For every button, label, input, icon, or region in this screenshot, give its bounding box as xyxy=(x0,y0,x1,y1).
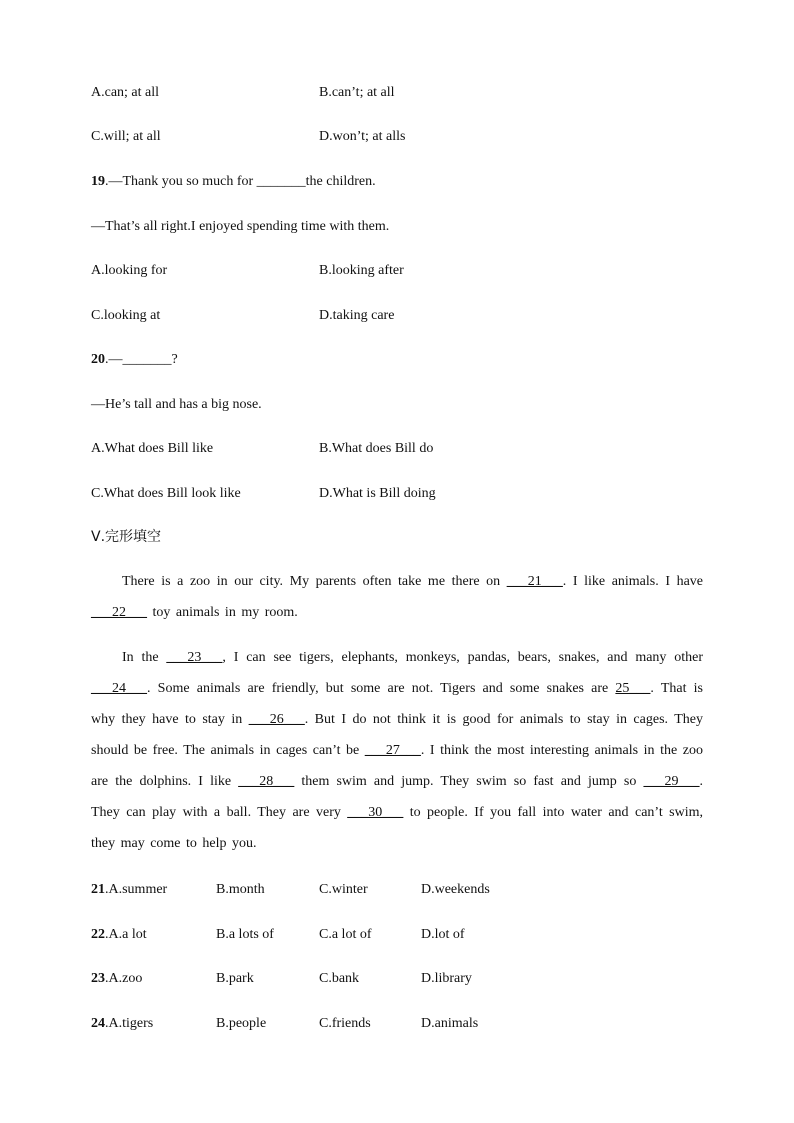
blank-27: ___27___ xyxy=(364,743,421,758)
option-d: D.library xyxy=(421,971,472,986)
question-number: 20 xyxy=(91,352,105,367)
q19-option-a: A.looking for xyxy=(91,263,168,278)
passage-text: . I think the most interesting animals in the zoo are the dolphins. I like xyxy=(91,743,703,789)
blank-28: ___28___ xyxy=(238,774,295,789)
q18-option-a: A.can; at all xyxy=(91,85,160,100)
option-c: C.a lot of xyxy=(319,927,372,942)
question-number: 19 xyxy=(91,174,105,189)
q19-stem-before: .—Thank you so much for xyxy=(105,174,257,189)
q19-option-b: B.looking after xyxy=(319,263,404,278)
passage-text: . But I do not think it is good for animals to stay in cages. They should be free. The animals in cages can’t be xyxy=(91,712,703,758)
option-c: C.bank xyxy=(319,971,360,986)
option-d: D.animals xyxy=(421,1016,479,1031)
q20-option-c: C.What does Bill look like xyxy=(91,486,241,501)
blank-23: ___23___ xyxy=(166,650,223,665)
blank-26: ___26___ xyxy=(248,712,305,727)
question-number: 24 xyxy=(91,1016,105,1031)
passage-paragraph-1 xyxy=(91,566,703,628)
q20-blank: _______ xyxy=(122,352,172,367)
option-a: .A.zoo xyxy=(105,971,143,986)
blank-24: ___24___ xyxy=(91,681,147,696)
mc-item-23 xyxy=(91,970,142,988)
passage-text: . I like animals. I have xyxy=(562,574,703,589)
q20-reply: —He’s tall and has a big nose. xyxy=(91,397,262,412)
passage-text: . They can play with a ball. They are very xyxy=(91,774,704,820)
option-b: B.month xyxy=(216,882,265,897)
option-b: B.people xyxy=(216,1016,267,1031)
passage-text: . That is why they have to stay in xyxy=(91,681,703,727)
q19-option-d: D.taking care xyxy=(319,308,395,323)
q18-option-c: C.will; at all xyxy=(91,129,161,144)
passage-text: . Some animals are friendly, but some are not. Tigers and some snakes are xyxy=(147,681,616,696)
mc-item-21 xyxy=(91,881,167,899)
question-number: 23 xyxy=(91,971,105,986)
question-number: 22 xyxy=(91,927,105,942)
question-number: 21 xyxy=(91,882,105,897)
q20-option-a: A.What does Bill like xyxy=(91,441,214,456)
passage-text: toy animals in my room. xyxy=(147,605,298,620)
option-b: B.a lots of xyxy=(216,927,274,942)
option-c: C.friends xyxy=(319,1016,371,1031)
blank-29: ___29___ xyxy=(643,774,700,789)
option-a: .A.tigers xyxy=(105,1016,154,1031)
mc-item-24 xyxy=(91,1015,153,1033)
section-heading: Ⅴ.完形填空 xyxy=(91,529,162,545)
q19-stem-after: the children. xyxy=(305,174,376,189)
q20-stem-after: ? xyxy=(171,352,178,367)
option-d: D.weekends xyxy=(421,882,490,897)
q19-option-c: C.looking at xyxy=(91,308,161,323)
q20-stem xyxy=(91,351,178,369)
passage-paragraph-2 xyxy=(91,642,703,859)
passage-text: , I can see tigers, elephants, monkeys, pandas, bears, snakes, and many other xyxy=(222,650,704,665)
q19-blank: _______ xyxy=(256,174,306,189)
option-a: .A.summer xyxy=(105,882,168,897)
mc-item-22 xyxy=(91,926,147,944)
blank-21: ___21___ xyxy=(506,574,563,589)
q18-option-d: D.won’t; at alls xyxy=(319,129,406,144)
option-d: D.lot of xyxy=(421,927,465,942)
blank-22: ___22___ xyxy=(91,605,147,620)
option-b: B.park xyxy=(216,971,254,986)
passage-text: There is a zoo in our city. My parents often take me there on xyxy=(122,574,507,589)
blank-25: 25___ xyxy=(615,681,651,696)
q19-reply: —That’s all right.I enjoyed spending time with them. xyxy=(91,219,390,234)
q20-stem-before: .— xyxy=(105,352,123,367)
passage-text: In the xyxy=(122,650,167,665)
passage-text: them swim and jump. They swim so fast and jump so xyxy=(294,774,644,789)
q20-option-b: B.What does Bill do xyxy=(319,441,434,456)
q19-stem xyxy=(91,173,376,191)
passage-text: to people. If you fall into water and can’t swim, they may come to help you. xyxy=(91,805,703,851)
blank-30: ___30___ xyxy=(347,805,404,820)
q18-option-b: B.can’t; at all xyxy=(319,85,395,100)
option-c: C.winter xyxy=(319,882,368,897)
q20-option-d: D.What is Bill doing xyxy=(319,486,436,501)
option-a: .A.a lot xyxy=(105,927,147,942)
